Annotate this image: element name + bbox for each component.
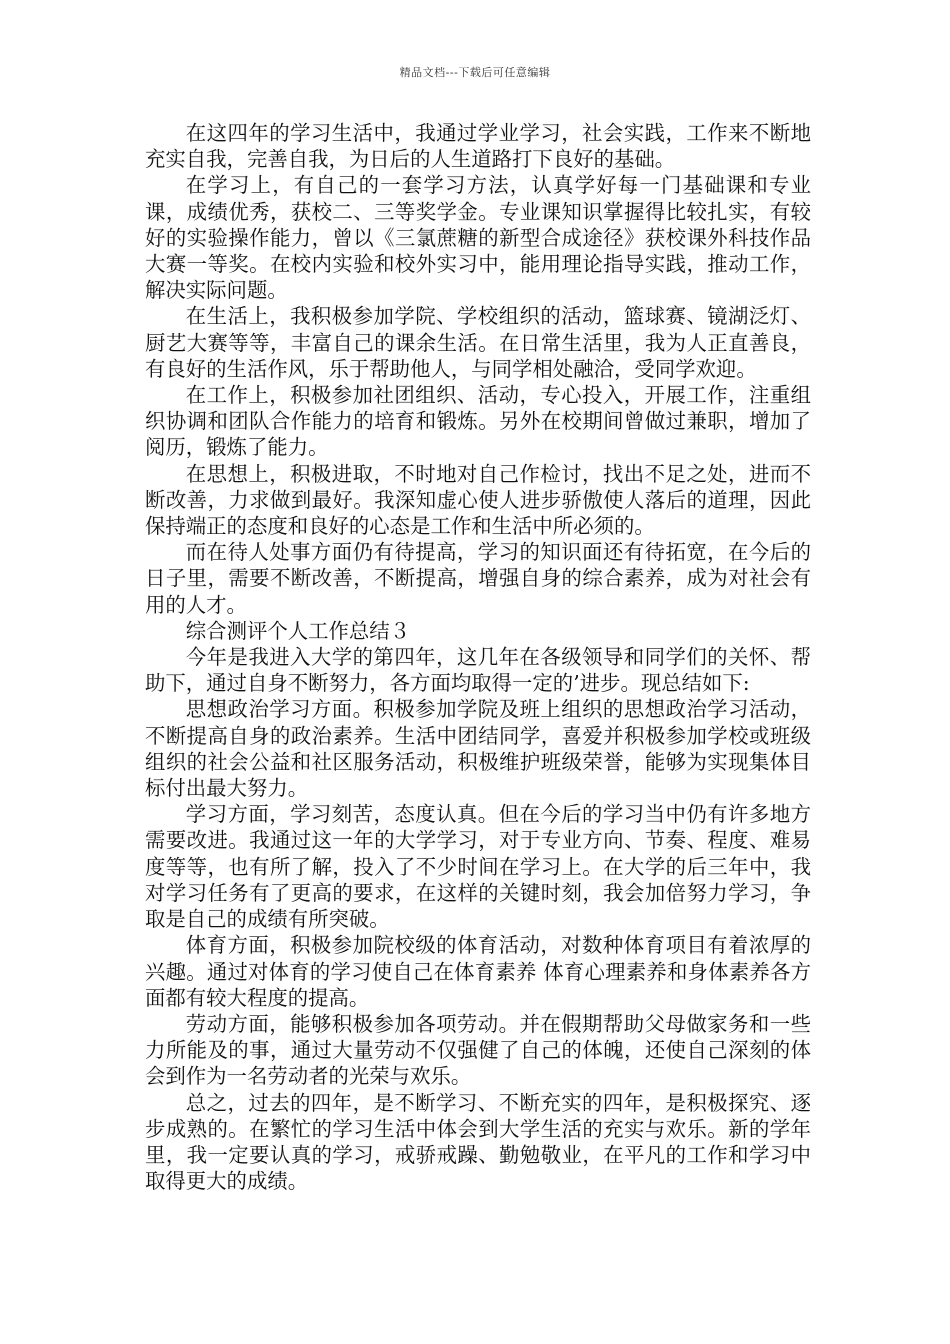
paragraph-9: 学习方面，学习刻苦，态度认真。但在今后的学习当中仍有许多地方需要改进。我通过这一年的大学学习，对于专业方向、节奏、程度、难易度等等，也有所了解，投入了不少时间在学习上。在大学的后三年中，我对学习任务有了更高的要求，在这样的关键时刻，我会加倍努力学习，争取是自己的成绩有所突破。 [145, 802, 811, 932]
page-header: 精品文档---下载后可任意编辑 [399, 66, 551, 79]
paragraph-12: 总之，过去的四年，是不断学习、不断充实的四年，是积极探究、逐步成熟的。在繁忙的学习生活中体会到大学生活的充实与欢乐。新的学年里，我一定要认真的学习，戒骄戒躁、勤勉敬业，在平凡的工作和学习中取得更大的成绩。 [145, 1090, 811, 1194]
paragraph-1: 在这四年的学习生活中，我通过学业学习，社会实践，工作来不断地充实自我，完善自我，为日后的人生道路打下良好的基础。 [145, 121, 811, 172]
paragraph-10: 体育方面，积极参加院校级的体育活动，对数种体育项目有着浓厚的兴趣。通过对体育的学习使自己在体育素养 体育心理素养和身体素养各方面都有较大程度的提高。 [145, 933, 811, 1010]
paragraph-6: 而在待人处事方面仍有待提高，学习的知识面还有待拓宽，在今后的日子里，需要不断改善，不断提高，增强自身的综合素养，成为对社会有用的人才。 [145, 540, 811, 617]
section-heading: 综合测评个人工作总结３ [185, 618, 411, 643]
paragraph-5: 在思想上，积极进取，不时地对自己作检讨，找出不足之处，进而不断改善，力求做到最好。我深知虚心使人进步骄傲使人落后的道理，因此保持端正的态度和良好的心态是工作和生活中所必须的。 [145, 461, 811, 539]
paragraph-4: 在工作上，积极参加社团组织、活动，专心投入，开展工作，注重组织协调和团队合作能力的培育和锻炼。另外在校期间曾做过兼职，增加了阅历，锻炼了能力。 [145, 383, 811, 460]
paragraph-3: 在生活上，我积极参加学院、学校组织的活动，篮球赛、镜湖泛灯、厨艺大赛等等，丰富自己的课余生活。在日常生活里，我为人正直善良，有良好的生活作风，乐于帮助他人，与同学相处融洽，受同学欢迎。 [145, 304, 811, 381]
paragraph-8: 思想政治学习方面。积极参加学院及班上组织的思想政治学习活动，不断提高自身的政治素养。生活中团结同学，喜爱并积极参加学校或班级组织的社会公益和社区服务活动，积极维护班级荣誉，能够为实现集体目标付出最大努力。 [145, 697, 811, 801]
document-body [145, 120, 811, 1194]
paragraph-7: 今年是我进入大学的第四年，这几年在各级领导和同学们的关怀、帮助下，通过自身不断努力，各方面均取得一定的’进步。现总结如下: [145, 645, 811, 696]
paragraph-2: 在学习上，有自己的一套学习方法，认真学好每一门基础课和专业课，成绩优秀，获校二、三等奖学金。专业课知识掌握得比较扎实，有较好的实验操作能力，曾以《三氯蔗糖的新型合成途径》获校课外科技作品大赛一等奖。在校内实验和校外实习中，能用理论指导实践，推动工作，解决实际问题。 [145, 173, 811, 303]
paragraph-11: 劳动方面，能够积极参加各项劳动。并在假期帮助父母做家务和一些力所能及的事，通过大量劳动不仅强健了自己的体魄，还使自己深刻的体会到作为一名劳动者的光荣与欢乐。 [145, 1011, 811, 1089]
